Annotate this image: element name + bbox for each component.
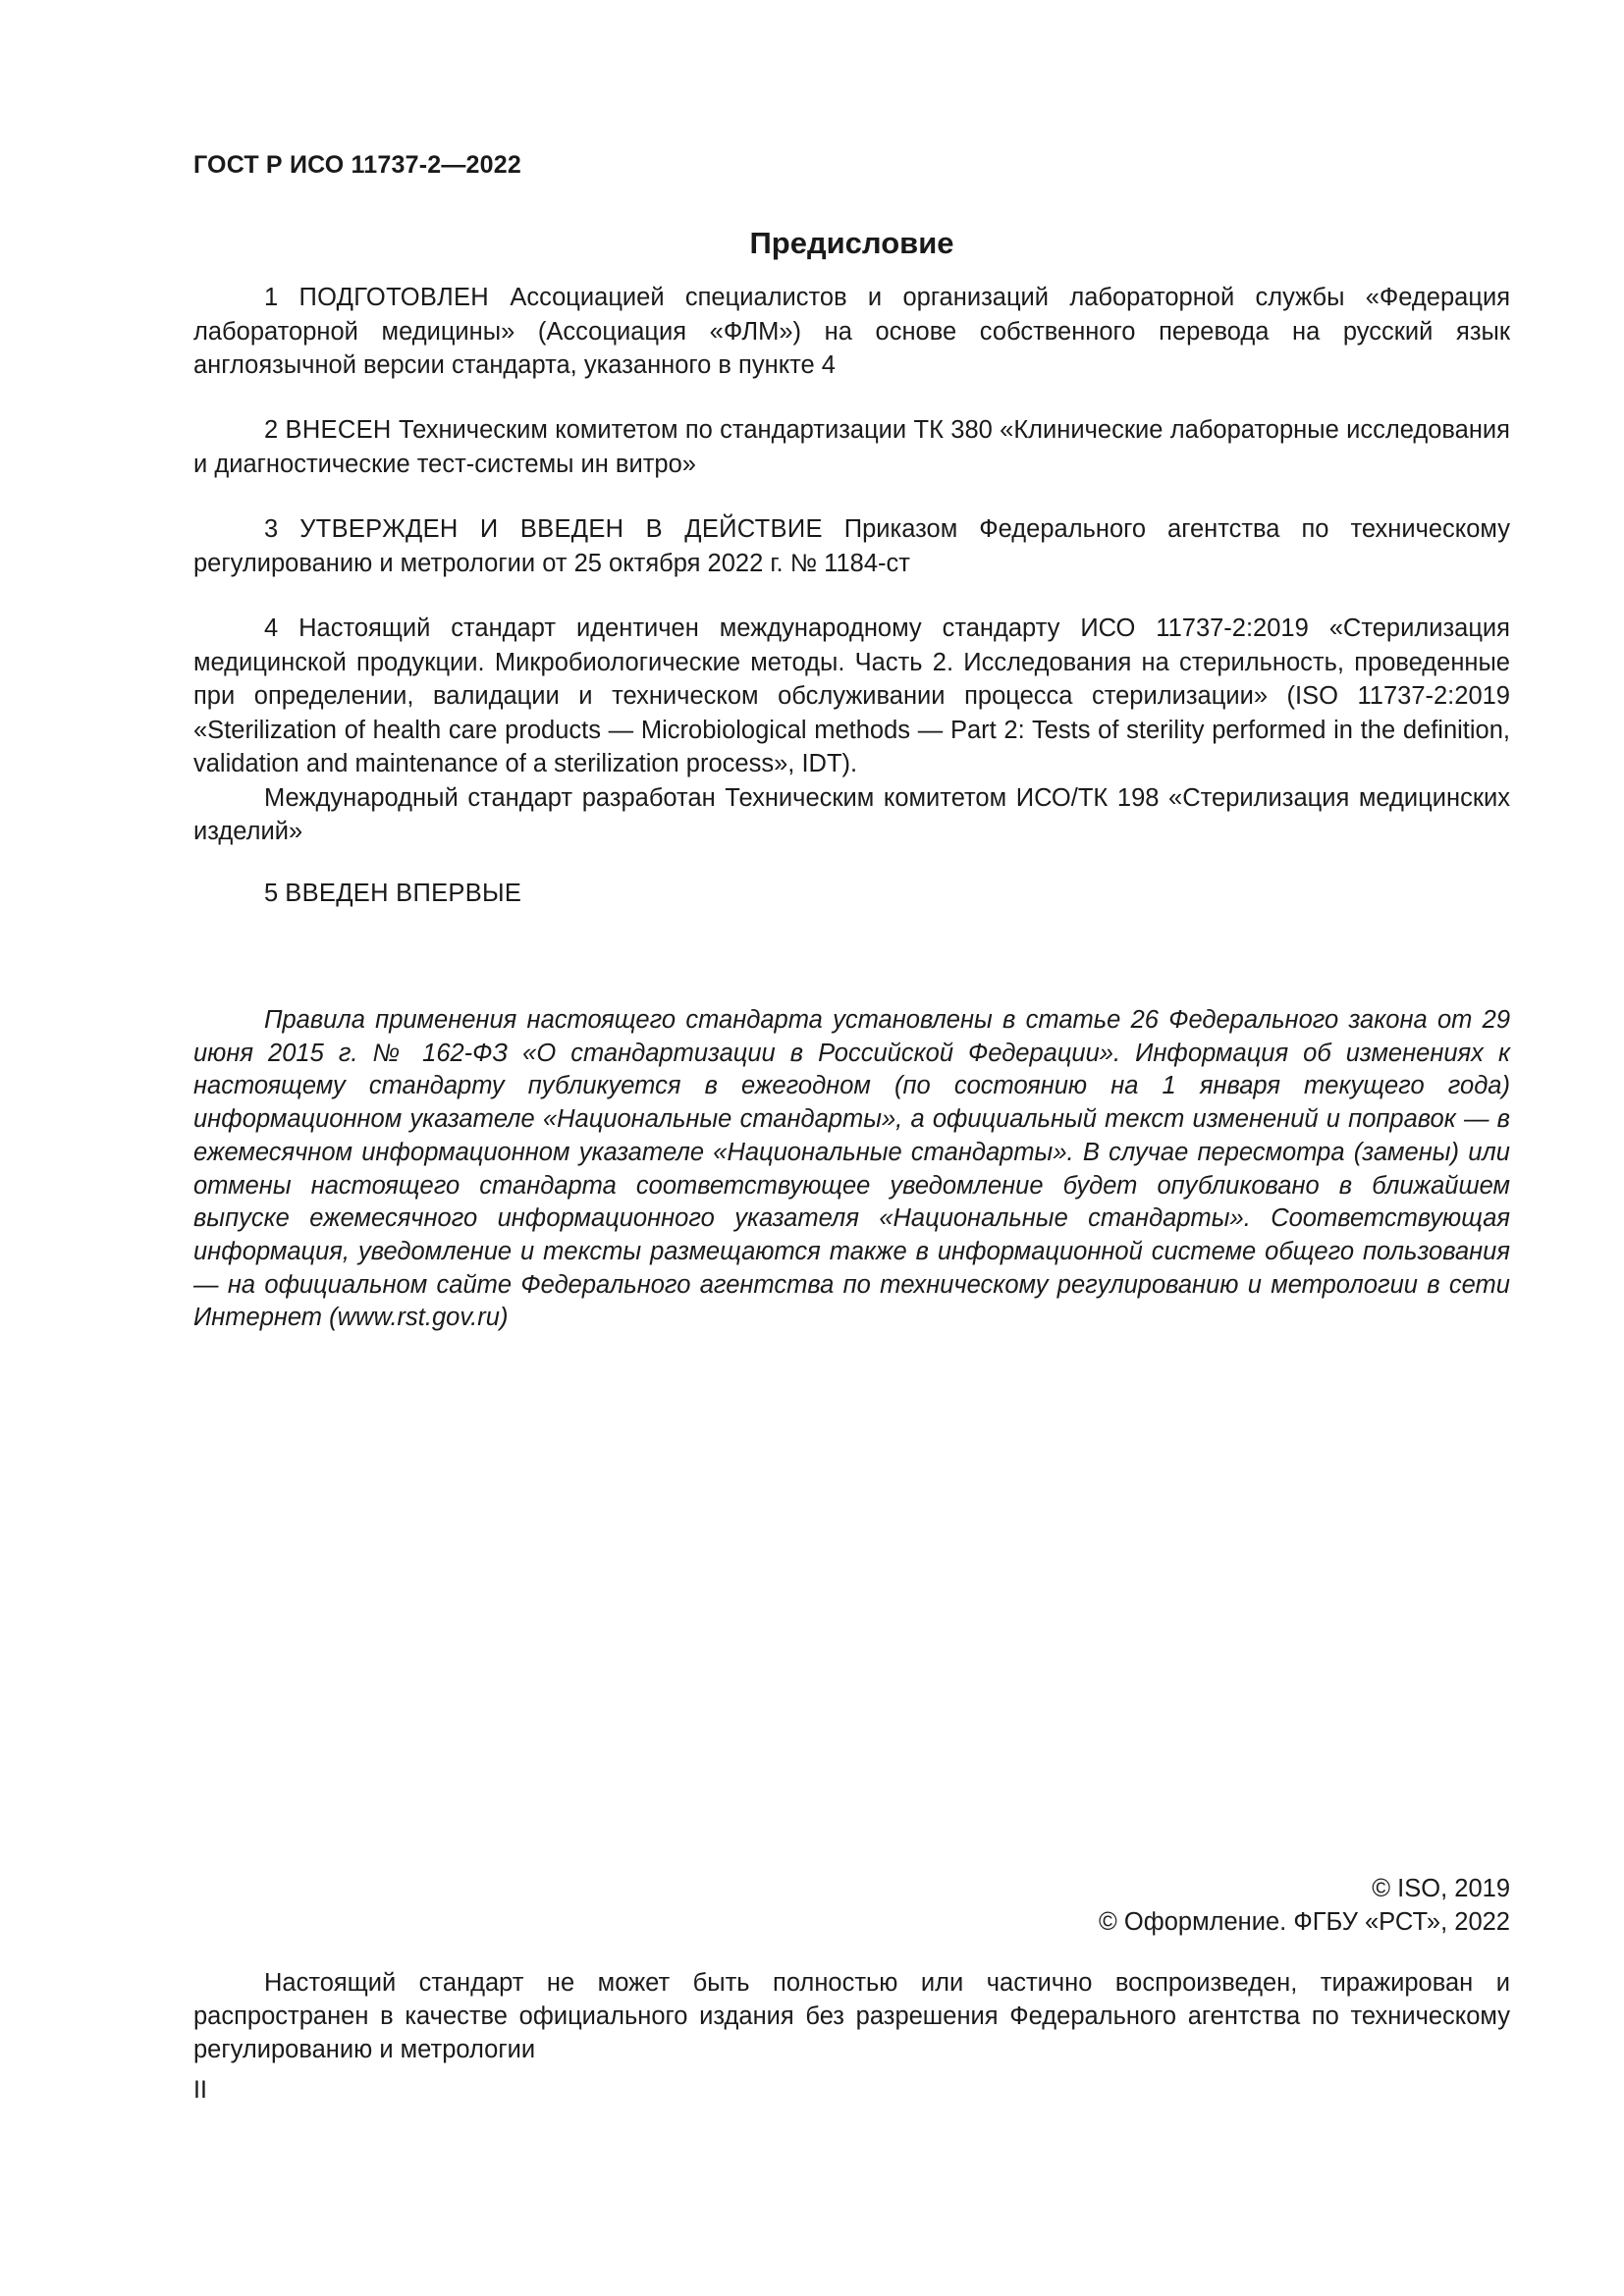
item-lead: ВНЕСЕН (285, 416, 392, 444)
foreword-item-1 (193, 281, 1510, 383)
foreword-item-4 (193, 612, 1510, 849)
item-number: 4 (264, 614, 279, 642)
item-lead: ПОДГОТОВЛЕН (298, 284, 490, 311)
page-number: II (193, 2076, 207, 2104)
item-text: Техническим комитетом по стандартизации ТК 380 «Клинические лабораторные исследования и диагностические тест-системы ин витро» (193, 416, 1510, 478)
copyright-design: © Оформление. ФГБУ «РСТ», 2022 (1099, 1908, 1510, 1936)
item-text: Приказом Федерального агентства по техническому регулированию и метрологии от 25 октября 2022 г. № 1184-ст (193, 515, 1510, 577)
item-number: 1 (264, 284, 279, 311)
document-id-header: ГОСТ Р ИСО 11737-2—2022 (193, 151, 521, 179)
item-extra: Международный стандарт разработан Техническим комитетом ИСО/ТК 198 «Стерилизация медицинских изделий» (193, 783, 1510, 845)
item-number: 3 (264, 515, 279, 543)
item-number: 2 (264, 416, 279, 444)
rules-note-text: Правила применения настоящего стандарта установлены в статье 26 Федерального закона от 29 июня 2015 г. № 162-ФЗ «О стандартизации в Российской Федерации». Информация об изменениях к настоящему стандарту публикуется в ежегодном (по состоянию на 1 января текущего года) информационном указателе «Национальные стандарты», а официальный текст изменений и поправок — в ежемесячном информационном указателе «Национальные стандарты». В случае пересмотра (замены) или отмены настоящего стандарта соответствующее уведомление будет опубликовано в ближайшем выпуске ежемесячного информационного указателя «Национальные стандарты». Соответствующая информация, уведомление и тексты размещаются также в информационной системе общего пользования — на официальном сайте Федерального агентства по техническому регулированию и метрологии в сети Интернет (www.rst.gov.ru) (193, 1006, 1510, 1332)
foreword-item-2 (193, 413, 1510, 481)
copyright-iso: © ISO, 2019 (1372, 1875, 1510, 1902)
item-number: 5 (264, 880, 279, 907)
reproduction-notice (193, 1966, 1510, 2066)
foreword-item-3 (193, 512, 1510, 580)
copyright-block (1099, 1872, 1510, 1939)
rules-note (193, 1004, 1510, 1335)
page-title: Предисловие (749, 226, 954, 260)
item-lead: УТВЕРЖДЕН И ВВЕДЕН В ДЕЙСТВИЕ (299, 515, 823, 543)
item-text: Настоящий стандарт идентичен международному стандарту ИСО 11737-2:2019 «Стерилизация медицинской продукции. Микробиологические методы. Часть 2. Исследования на стерильность, проведенные при определении, валидации и техническом обслуживании процесса стерилизации» (ISO 11737-2:2019 «Sterilization of health care products — Microbiological methods — Part 2: Tests of sterility performed in the definition, validation and maintenance of a sterilization process», IDT). (193, 614, 1510, 777)
item-lead: ВВЕДЕН ВПЕРВЫЕ (285, 880, 522, 907)
item-text: Ассоциацией специалистов и организаций лабораторной службы «Федерация лабораторной медицины» (Ассоциация «ФЛМ») на основе собственного перевода на русский язык англоязычной версии стандарта, указанного в пункте 4 (193, 284, 1511, 379)
reproduction-notice-text: Настоящий стандарт не может быть полностью или частично воспроизведен, тиражирован и распространен в качестве официального издания без разрешения Федерального агентства по техническому регулированию и метрологии (193, 1969, 1510, 2063)
foreword-item-5 (193, 877, 1510, 911)
